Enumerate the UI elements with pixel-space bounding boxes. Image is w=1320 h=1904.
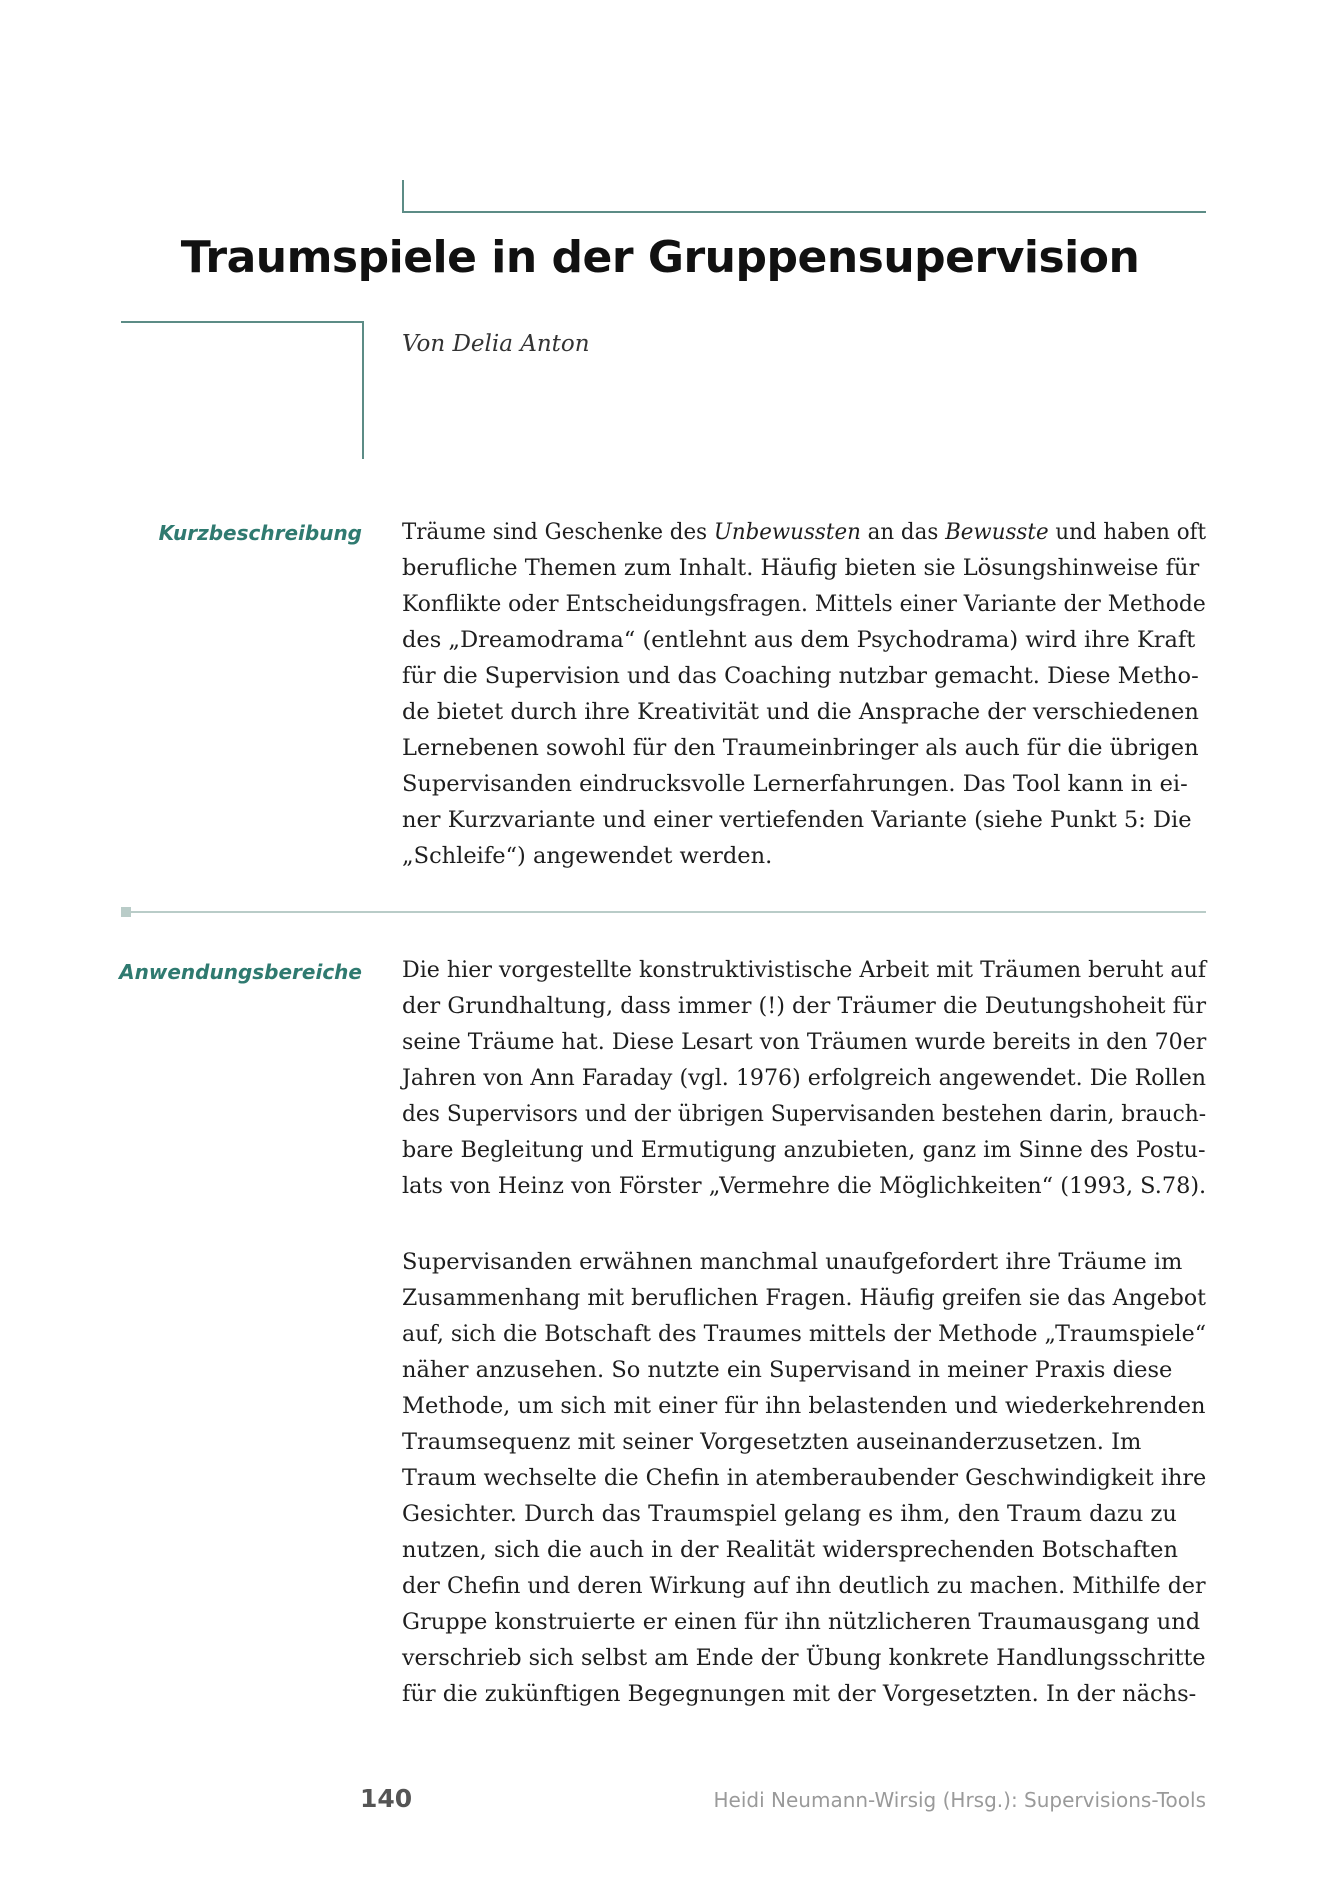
text-line	[402, 1280, 1206, 1316]
text-segment: für die zukünftigen Begegnungen mit der Vorgesetzten. In der nächs-	[402, 1681, 1197, 1707]
text-segment: näher anzusehen. So nutzte ein Supervisand in meiner Praxis diese	[402, 1357, 1173, 1383]
text-segment: Jahren von Ann Faraday (vgl. 1976) erfolgreich angewendet. Die Rollen	[402, 1065, 1207, 1091]
text-segment: für die Supervision und das Coaching nutzbar gemacht. Diese Metho-	[402, 663, 1199, 689]
page-title: Traumspiele in der Gruppensupervision	[180, 232, 1140, 283]
text-segment: auf, sich die Botschaft des Traumes mittels der Methode „Traumspiele“	[402, 1321, 1207, 1347]
section-paragraph	[402, 952, 1234, 1204]
text-line	[402, 514, 1206, 550]
text-line	[402, 586, 1206, 622]
text-line	[402, 802, 1192, 838]
text-line	[402, 838, 772, 874]
text-segment: verschrieb sich selbst am Ende der Übung konkrete Handlungsschritte	[402, 1645, 1206, 1671]
text-line	[402, 1568, 1206, 1604]
section-separator	[121, 911, 1206, 913]
author-byline: Von Delia Anton	[402, 331, 590, 357]
text-line	[402, 1388, 1206, 1424]
text-segment: nutzen, sich die auch in der Realität widersprechenden Botschaften	[402, 1537, 1178, 1563]
text-segment: Die hier vorgestellte konstruktivistische Arbeit mit Träumen beruht auf	[402, 957, 1207, 983]
text-segment: der Grundhaltung, dass immer (!) der Träumer die Deutungshoheit für	[402, 993, 1207, 1019]
text-line	[402, 1060, 1206, 1096]
text-segment: „Schleife“) angewendet werden.	[402, 843, 773, 869]
text-line	[402, 1096, 1206, 1132]
text-line	[402, 1244, 1182, 1280]
text-segment: de bietet durch ihre Kreativität und die Ansprache der verschiedenen	[402, 699, 1199, 725]
text-line	[402, 1604, 1200, 1640]
top-rule-vertical	[402, 180, 404, 212]
text-segment: des „Dreamodrama“ (entlehnt aus dem Psychodrama) wird ihre Kraft	[402, 627, 1196, 653]
text-segment: an das	[860, 519, 946, 545]
section-paragraph	[402, 514, 1249, 874]
text-line	[402, 1168, 1206, 1204]
text-line	[402, 1424, 1141, 1460]
text-segment: Supervisanden eindrucksvolle Lernerfahrungen. Das Tool kann in ei-	[402, 771, 1188, 797]
text-line	[402, 952, 1206, 988]
text-segment: Traumsequenz mit seiner Vorgesetzten auseinanderzusetzen. Im	[402, 1429, 1142, 1455]
author-rule-horizontal	[121, 321, 364, 323]
text-line	[402, 766, 1188, 802]
section-label-kurzbeschreibung: Kurzbeschreibung	[158, 521, 362, 545]
text-line	[402, 1640, 1206, 1676]
text-line	[402, 1676, 1196, 1712]
text-line	[402, 730, 1199, 766]
page-number: 140	[360, 1784, 413, 1813]
text-line	[402, 550, 1199, 586]
text-segment: lats von Heinz von Förster „Vermehre die Möglichkeiten“ (1993, S.78).	[402, 1173, 1207, 1199]
text-segment: der Chefin und deren Wirkung auf ihn deutlich zu machen. Mithilfe der	[402, 1573, 1206, 1599]
text-line	[402, 694, 1199, 730]
section-label-anwendungsbereiche: Anwendungsbereiche	[119, 960, 362, 984]
text-line	[402, 1132, 1206, 1168]
emphasized-text: Unbewussten	[713, 519, 861, 545]
top-rule-horizontal	[402, 211, 1206, 213]
text-line	[402, 1496, 1177, 1532]
text-line	[402, 1532, 1178, 1568]
emphasized-text: Bewusste	[945, 519, 1049, 545]
text-line	[402, 658, 1199, 694]
text-segment: ner Kurzvariante und einer vertiefenden Variante (siehe Punkt 5: Die	[402, 807, 1192, 833]
text-segment: und haben oft	[1048, 519, 1207, 545]
text-segment: Gesichter. Durch das Traumspiel gelang es ihm, den Traum dazu zu	[402, 1501, 1177, 1527]
section-paragraph	[402, 1244, 1224, 1712]
text-line	[402, 1316, 1206, 1352]
author-rule-vertical	[362, 321, 364, 459]
text-segment: Lernebenen sowohl für den Traumeinbringer als auch für die übrigen	[402, 735, 1199, 761]
text-segment: Gruppe konstruierte er einen für ihn nützlicheren Traumausgang und	[402, 1609, 1201, 1635]
text-segment: Träume sind Geschenke des	[402, 519, 714, 545]
text-line	[402, 1024, 1206, 1060]
footer-reference: Heidi Neumann-Wirsig (Hrsg.): Supervisions-Tools	[713, 1788, 1206, 1812]
text-segment: des Supervisors und der übrigen Supervisanden bestehen darin, brauch-	[402, 1101, 1207, 1127]
text-line	[402, 1352, 1172, 1388]
text-segment: Traum wechselte die Chefin in atemberaubender Geschwindigkeit ihre	[402, 1465, 1207, 1491]
text-segment: berufliche Themen zum Inhalt. Häufig bieten sie Lösungshinweise für	[402, 555, 1200, 581]
text-line	[402, 622, 1195, 658]
text-segment: Zusammenhang mit beruflichen Fragen. Häufig greifen sie das Angebot	[402, 1285, 1206, 1311]
text-line	[402, 1460, 1206, 1496]
text-segment: Supervisanden erwähnen manchmal unaufgefordert ihre Träume im	[402, 1249, 1183, 1275]
text-segment: Konflikte oder Entscheidungsfragen. Mittels einer Variante der Methode	[402, 591, 1206, 617]
text-line	[402, 988, 1206, 1024]
text-segment: Methode, um sich mit einer für ihn belastenden und wiederkehrenden	[402, 1393, 1206, 1419]
text-segment: seine Träume hat. Diese Lesart von Träumen wurde bereits in den 70er	[402, 1029, 1207, 1055]
text-segment: bare Begleitung und Ermutigung anzubieten, ganz im Sinne des Postu-	[402, 1137, 1206, 1163]
